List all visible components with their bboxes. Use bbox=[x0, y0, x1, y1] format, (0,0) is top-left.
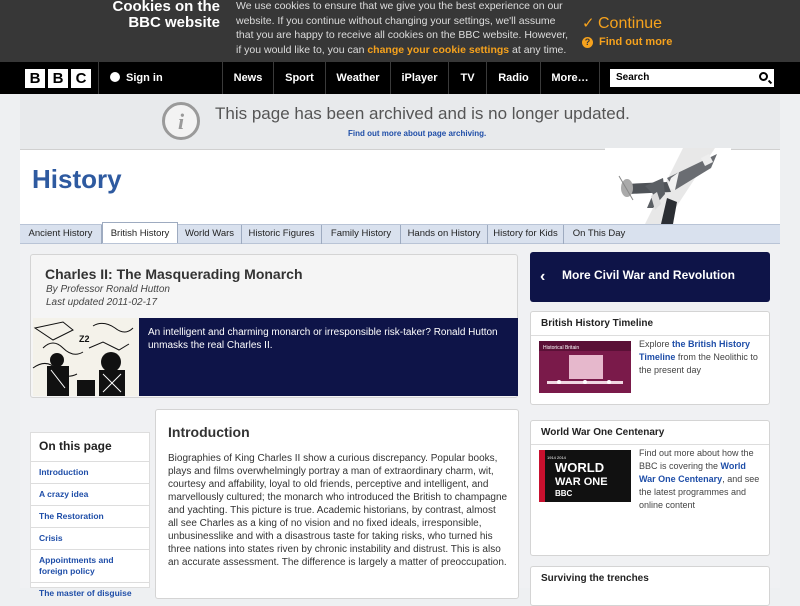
cookie-banner bbox=[0, 0, 800, 62]
bbc-logo-block: C bbox=[71, 69, 91, 88]
wwi-line3: BBC bbox=[555, 489, 573, 498]
archive-info-link[interactable]: Find out more about page archiving. bbox=[348, 129, 487, 138]
search-placeholder: Search bbox=[616, 72, 650, 83]
nav-divider bbox=[599, 62, 600, 94]
user-icon bbox=[110, 72, 120, 82]
tab-ancient-history[interactable]: Ancient History bbox=[20, 225, 102, 244]
cookie-find-out-more-link[interactable] bbox=[582, 36, 672, 48]
article-updated: Last updated 2011-02-17 bbox=[46, 297, 158, 308]
question-icon: ? bbox=[582, 37, 593, 48]
timeline-promo bbox=[530, 311, 770, 405]
on-this-page-list bbox=[31, 461, 149, 604]
cookie-text bbox=[236, 0, 572, 57]
search-icon[interactable] bbox=[759, 72, 768, 81]
nav-weather[interactable]: Weather bbox=[336, 72, 380, 84]
on-this-page-heading: On this page bbox=[39, 439, 112, 453]
tab-world-wars[interactable]: World Wars bbox=[178, 225, 242, 244]
on-this-page-link[interactable]: The master of disguise bbox=[31, 582, 149, 604]
on-this-page-link[interactable]: Crisis bbox=[31, 527, 149, 549]
tab-british-history[interactable]: British History bbox=[102, 222, 178, 243]
nav-iplayer[interactable]: iPlayer bbox=[401, 72, 438, 84]
search-input[interactable] bbox=[610, 69, 774, 87]
wwi-years: 1914 2014 bbox=[547, 455, 566, 460]
archive-message: This page has been archived and is no longer updated. bbox=[215, 104, 630, 123]
check-icon: ✓ bbox=[582, 15, 595, 32]
trenches-promo bbox=[530, 566, 770, 606]
wwi-centenary-link[interactable]: World War One Centenary bbox=[639, 461, 746, 484]
tab-hands-on-history[interactable]: Hands on History bbox=[401, 225, 488, 244]
divider bbox=[531, 444, 769, 445]
promo-text bbox=[639, 447, 765, 512]
info-icon: i bbox=[162, 102, 200, 140]
article-summary: An intelligent and charming monarch or irresponsible risk-taker? Ronald Hutton unmasks the real Charles II. bbox=[139, 318, 518, 396]
tab-on-this-day[interactable]: On This Day bbox=[572, 228, 626, 239]
nav-sport[interactable]: Sport bbox=[285, 72, 314, 84]
wwi-thumbnail[interactable] bbox=[539, 450, 631, 502]
related-header[interactable] bbox=[530, 252, 770, 302]
nav-tv[interactable]: TV bbox=[460, 72, 475, 84]
section-tabs bbox=[20, 224, 780, 244]
article-title: Charles II: The Masquerading Monarch bbox=[45, 266, 303, 282]
bbc-logo-block: B bbox=[48, 69, 68, 88]
cookie-continue-button[interactable] bbox=[582, 14, 662, 33]
promo-text bbox=[639, 338, 765, 377]
promo-title: British History Timeline bbox=[541, 318, 654, 329]
introduction-section bbox=[155, 409, 519, 599]
article-header bbox=[30, 254, 518, 398]
on-this-page-nav bbox=[30, 432, 150, 598]
article-image bbox=[33, 318, 139, 396]
continue-label: Continue bbox=[598, 15, 663, 32]
introduction-body: Biographies of King Charles II show a curious discrepancy. Popular books, plays and films overwhelmingly portray a man of extraordinary charm, wit, courtesy and affability, loyal to old friends, perceptive and intelligent, and marvellously cultured; the monarch who introduced the British to champagne and yachting. This picture is true. Academic historians, by contrast, almost all see Charles as a king of no vision and no fixed ideals, irresponsible, unbusinesslike and with a disastrous taste for taking risks, who turned his three nations into states riven by chronic instability and distrust. This is also an accurate assessment. The difference is largely a matter of preoccupation. bbox=[168, 453, 508, 568]
wwi-centenary-promo bbox=[530, 420, 770, 556]
timeline-thumbnail-image bbox=[539, 341, 631, 393]
spitfire-plane-illustration bbox=[605, 148, 731, 224]
introduction-heading: Introduction bbox=[168, 424, 250, 440]
promo-text-end: , and see the latest programmes and online content bbox=[639, 474, 760, 510]
chevron-left-icon: ‹ bbox=[540, 268, 546, 285]
section-title[interactable]: History bbox=[32, 164, 122, 194]
cookie-text-end: at any time. bbox=[509, 43, 567, 56]
nav-divider bbox=[98, 62, 99, 94]
cookie-title bbox=[112, 0, 220, 31]
promo-title: World War One Centenary bbox=[541, 427, 665, 438]
bbc-logo-block: B bbox=[25, 69, 45, 88]
signin-label: Sign in bbox=[126, 72, 163, 84]
tab-family-history[interactable]: Family History bbox=[322, 225, 401, 244]
bbc-logo[interactable] bbox=[25, 69, 91, 88]
article-byline: By Professor Ronald Hutton bbox=[46, 284, 170, 295]
on-this-page-link[interactable]: Appointments and foreign policy bbox=[31, 549, 149, 582]
woodcut-engraving-image bbox=[33, 318, 139, 396]
signin-link[interactable] bbox=[110, 62, 163, 94]
wwi-line1: WORLD bbox=[555, 460, 605, 475]
thumbnail-caption: Historical Britain bbox=[543, 345, 580, 351]
nav-radio[interactable]: Radio bbox=[498, 72, 529, 84]
cookie-title-line1: Cookies on the bbox=[112, 0, 220, 15]
related-header-title: More Civil War and Revolution bbox=[562, 268, 735, 282]
archive-notice bbox=[20, 94, 780, 150]
promo-title: Surviving the trenches bbox=[541, 573, 649, 584]
promo-text-start: Find out more about how the BBC is covering the bbox=[639, 448, 754, 471]
promo-text-end: from the Neolithic to the present day bbox=[639, 352, 758, 375]
on-this-page-link[interactable]: The Restoration bbox=[31, 505, 149, 527]
timeline-link[interactable]: the British History Timeline bbox=[639, 339, 751, 362]
nav-more[interactable]: More… bbox=[551, 72, 589, 84]
cookie-text-body: We use cookies to ensure that we give you the best experience on our website. If you continue without changing your settings, we'll assume that you are happy to receive all cookies on the BBC website. However, if you would like to, you can bbox=[236, 0, 569, 56]
wwi-thumbnail-image bbox=[539, 450, 631, 502]
image-caption: Z2 bbox=[79, 334, 90, 344]
nav-news[interactable]: News bbox=[233, 72, 263, 84]
tab-history-for-kids[interactable]: History for Kids bbox=[488, 225, 564, 244]
wwi-line2: WAR ONE bbox=[555, 476, 608, 488]
section-header bbox=[20, 150, 780, 224]
on-this-page-link[interactable]: A crazy idea bbox=[31, 483, 149, 505]
on-this-page-link[interactable]: Introduction bbox=[31, 461, 149, 483]
find-out-more-label: Find out more bbox=[599, 36, 673, 48]
promo-text-start: Explore bbox=[639, 339, 673, 349]
cookie-settings-link[interactable]: change your cookie settings bbox=[367, 43, 510, 56]
tab-historic-figures[interactable]: Historic Figures bbox=[242, 225, 322, 244]
divider bbox=[531, 335, 769, 336]
cookie-title-line2: BBC website bbox=[128, 14, 220, 31]
timeline-thumbnail[interactable] bbox=[539, 341, 631, 393]
